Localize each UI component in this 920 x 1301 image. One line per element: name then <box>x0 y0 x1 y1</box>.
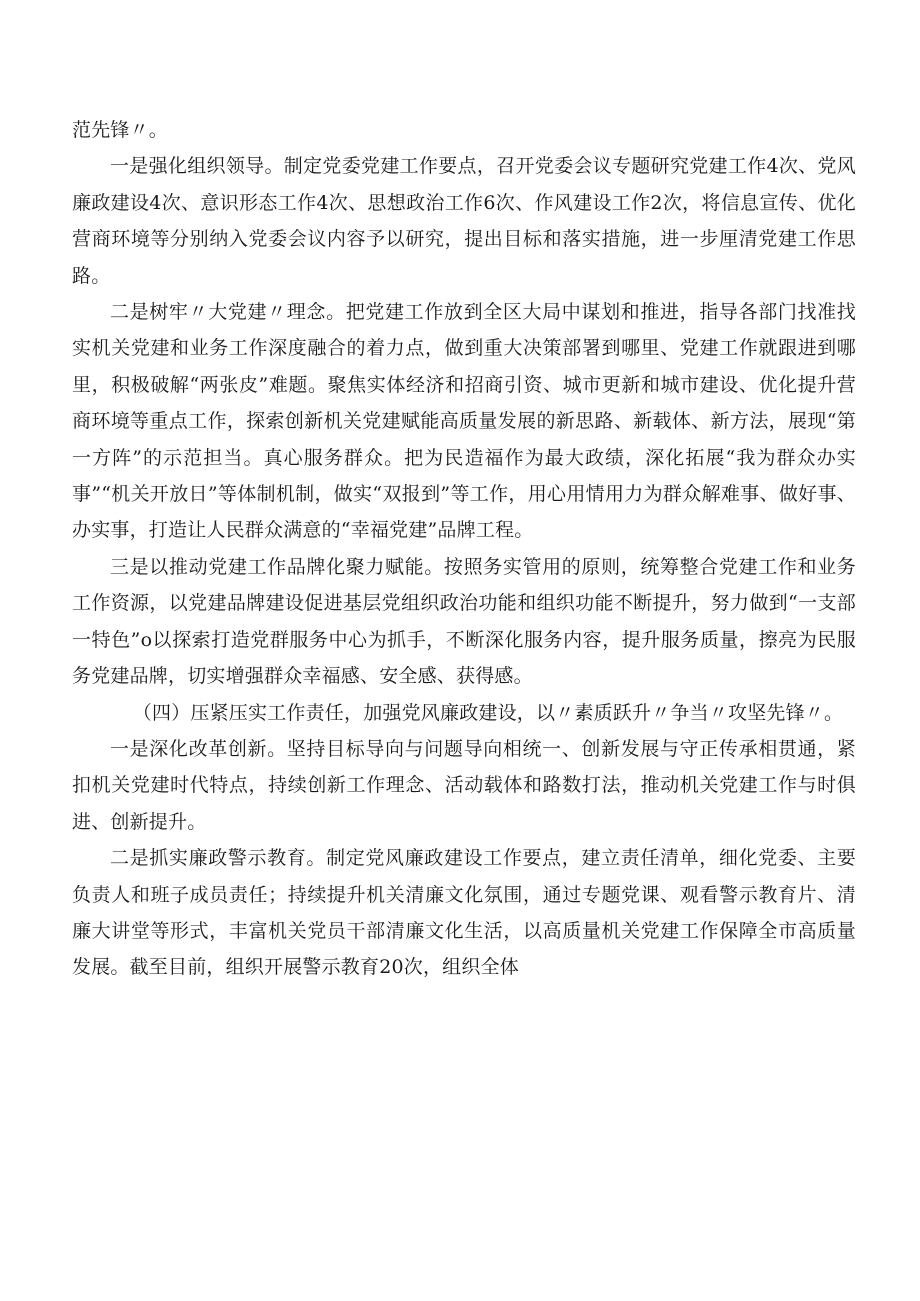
section-heading-4: （四）压紧压实工作责任，加强党风廉政建设，以〃素质跃升〃争当〃攻坚先锋〃。 <box>132 701 844 724</box>
paragraph-reform-innovation: 一是深化改革创新。坚持目标导向与问题导向相统一、创新发展与守正传承相贯通，紧扣机关党建时代特点，持续创新工作理念、活动载体和路数打法，推动机关党建工作与时俱进、创新提升。 <box>72 737 856 833</box>
paragraph-integrity-education: 二是抓实廉政警示教育。制定党风廉政建设工作要点，建立责任清单，细化党委、主要负责人和班子成员责任；持续提升机关清廉文化氛围，通过专题党课、观看警示教育片、清廉大讲堂等形式，丰富机关党员干部清廉文化生活，以高质量机关党建工作保障全市高质量发展。截至目前，组织开展警示教育20次，组织全体 <box>72 847 856 979</box>
paragraph-strengthen-leadership: 一是强化组织领导。制定党委党建工作要点，召开党委会议专题研究党建工作4次、党风廉政建设4次、意识形态工作4次、思想政治工作6次、作风建设工作2次，将信息宣传、优化营商环境等分别纳入党委会议内容予以研究，提出目标和落实措施，进一步厘清党建工作思路。 <box>72 155 856 287</box>
paragraph-big-party-building: 二是树牢〃大党建〃理念。把党建工作放到全区大局中谋划和推进，指导各部门找准找实机关党建和业务工作深度融合的着力点，做到重大决策部署到哪里、党建工作就跟进到哪里，积极破解“两张皮”难题。聚焦实体经济和招商引资、城市更新和城市建设、优化提升营商环境等重点工作，探索创新机关党建赋能高质量发展的新思路、新载体、新方法，展现“第一方阵”的示范担当。真心服务群众。把为民造福作为最大政绩，深化拓展“我为群众办实事”“机关开放日”等体制机制，做实“双报到”等工作，用心用情用力为群众解难事、做好事、办实事，打造让人民群众满意的“幸福党建”品牌工程。 <box>72 301 856 542</box>
document-body <box>72 112 856 986</box>
paragraph-continuation: 范先锋〃。 <box>72 119 169 141</box>
paragraph-party-brand: 三是以推动党建工作品牌化聚力赋能。按照务实管用的原则，统筹整合党建工作和业务工作资源，以党建品牌建设促进基层党组织政治功能和组织功能不断提升，努力做到“一支部一特色”o以探索打造党群服务中心为抓手，不断深化服务内容，提升服务质量，擦亮为民服务党建品牌，切实增强群众幸福感、安全感、获得感。 <box>72 555 856 688</box>
